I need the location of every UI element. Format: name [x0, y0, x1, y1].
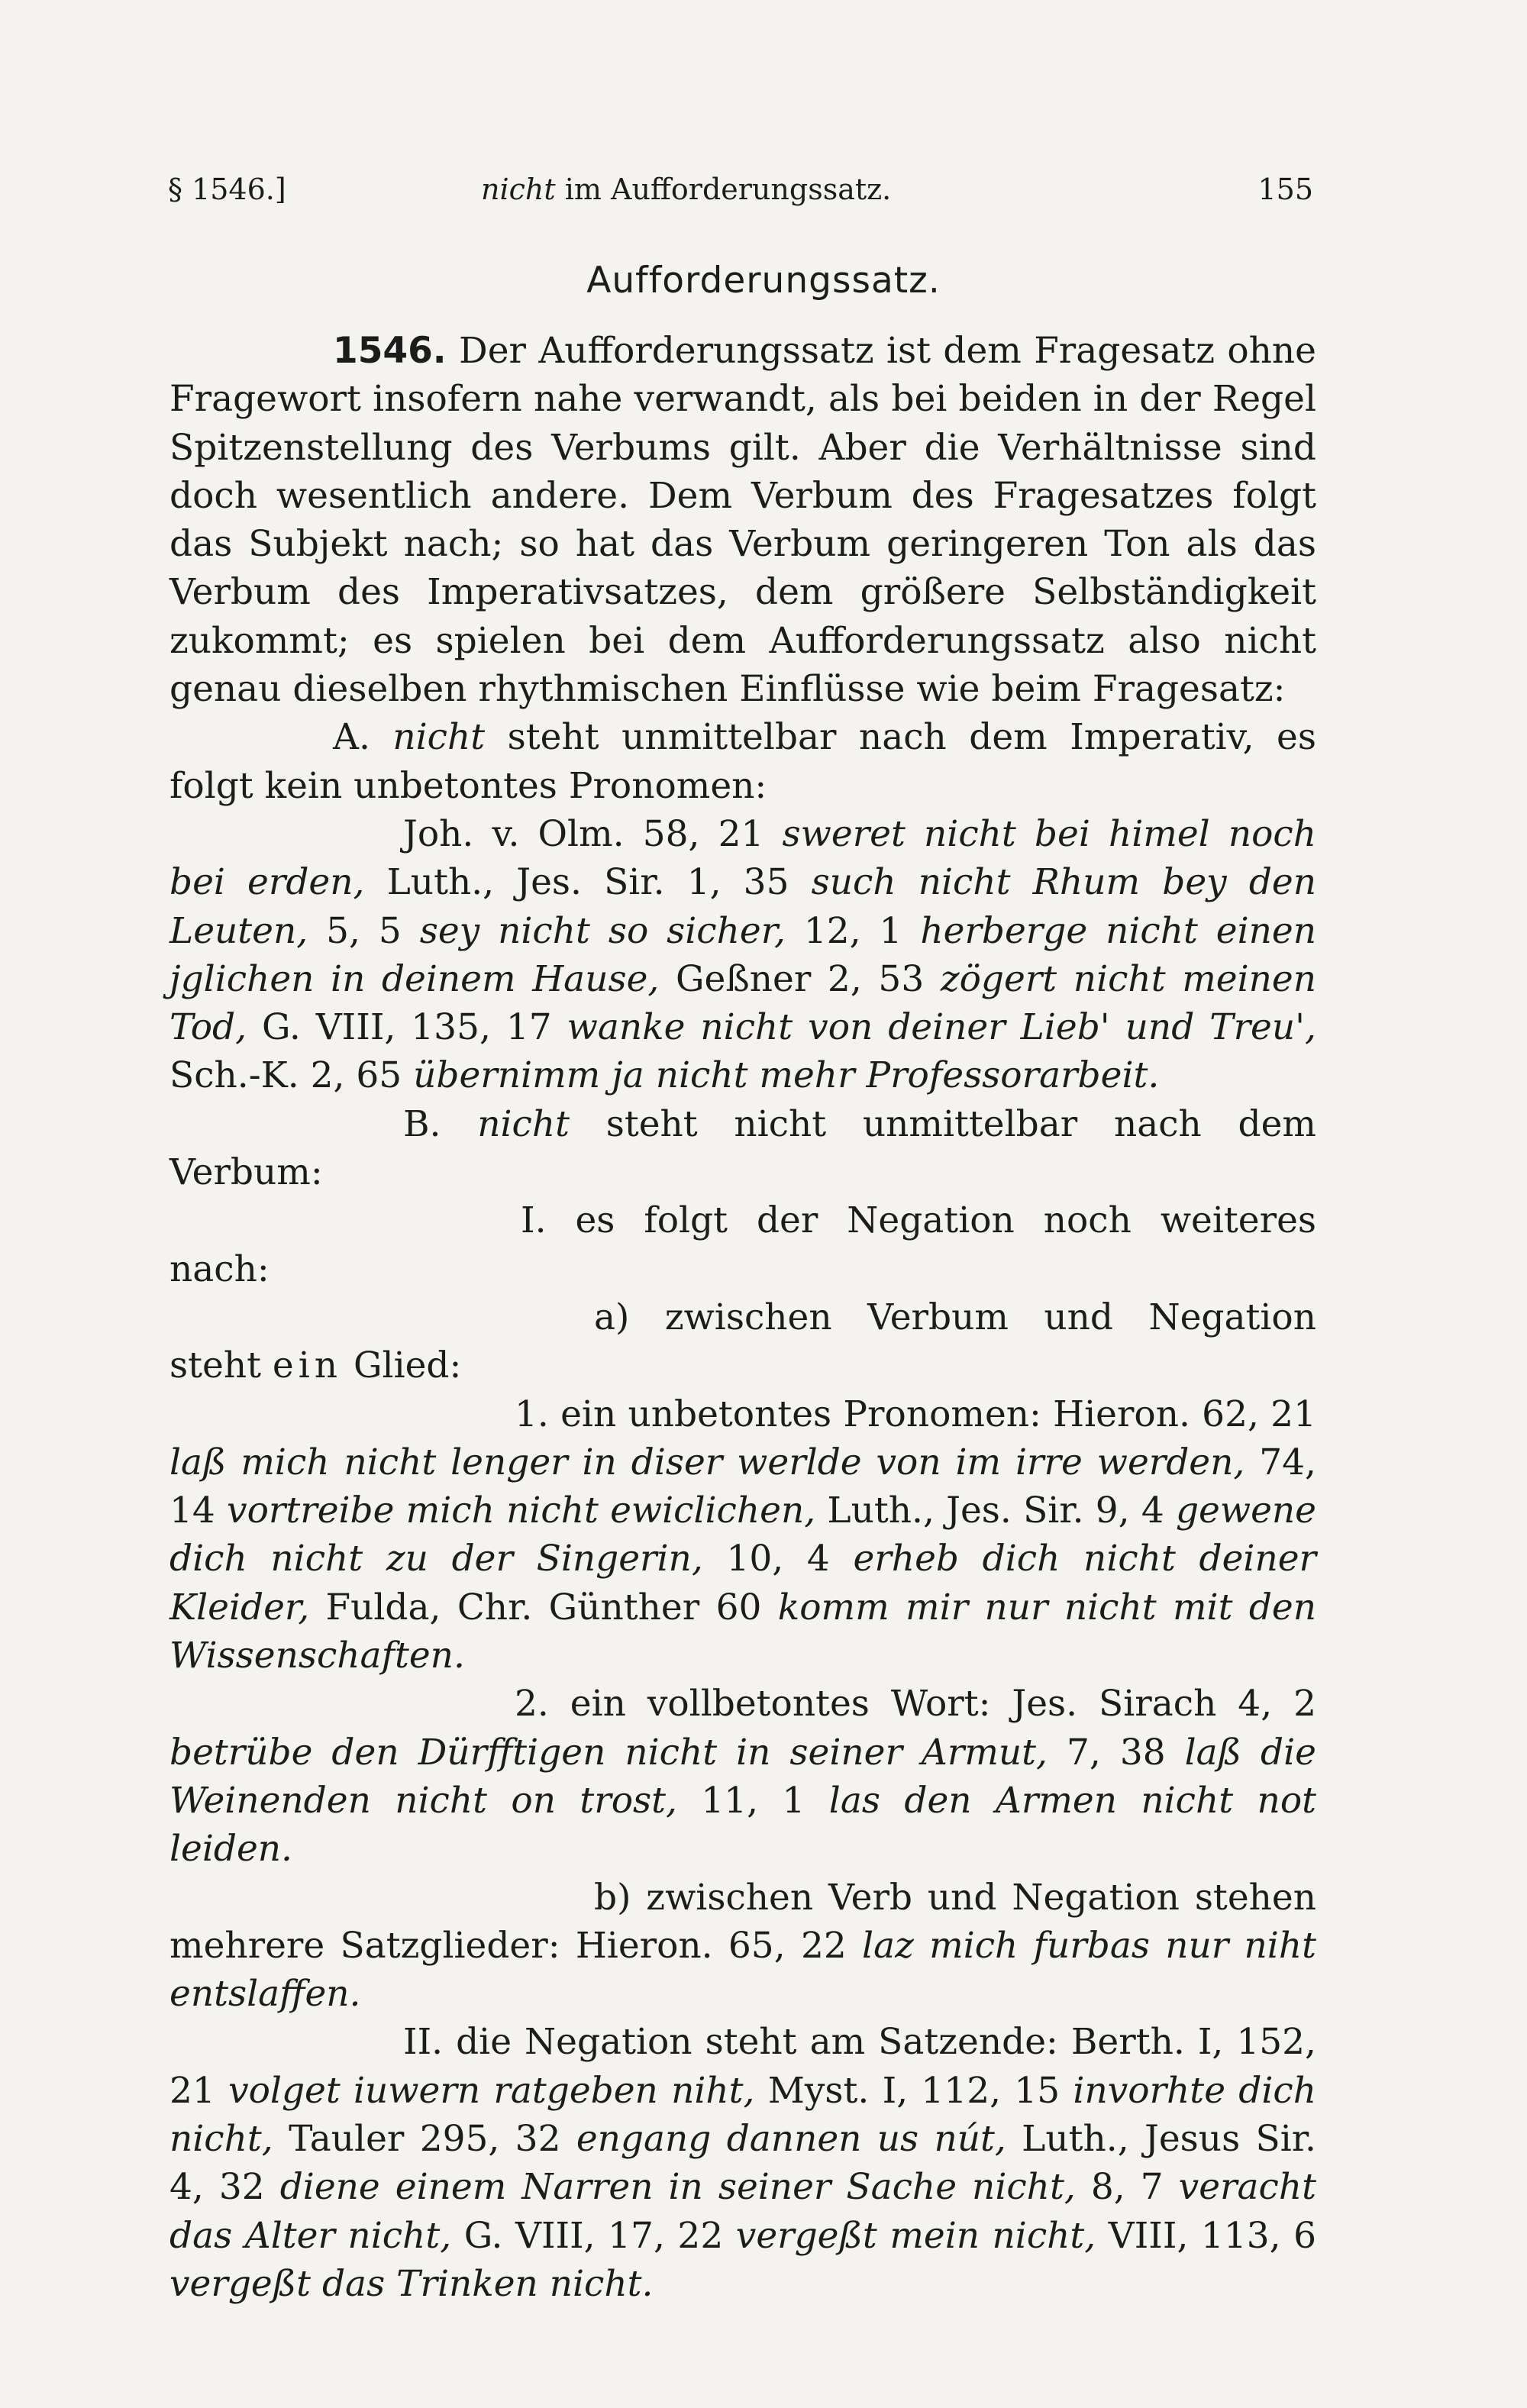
- rule-b-nicht: nicht: [477, 1102, 570, 1145]
- example-quote: veracht das Alter nicht,: [169, 2166, 1316, 2257]
- citation-reference: 8, 7: [1075, 2166, 1179, 2209]
- citation-reference: 74, 14: [169, 1441, 1316, 1532]
- rule-b-text: steht nicht unmittelbar nach dem Verbum:: [169, 1102, 1317, 1194]
- citation-reference: Luth., Jes. Sir. 1, 35: [364, 861, 812, 904]
- example-quote: betrübe den Dürfftigen nicht in seiner Armut,: [169, 1731, 1048, 1774]
- rule-a-text: steht unmittelbar nach dem Imperativ, es folgt kein unbetontes Pronomen:: [169, 716, 1316, 807]
- example-quote: laß die Weinenden nicht on trost,: [169, 1731, 1316, 1822]
- citation-reference: Myst. I, 112, 15: [754, 2069, 1073, 2112]
- header-title-rest: im Aufforderungssatz.: [555, 173, 892, 206]
- citation-reference: Joh. v. Olm. 58, 21: [403, 812, 783, 855]
- rule-b-i-a: [169, 1293, 1316, 1390]
- citation-reference: Fulda, Chr. Günther 60: [309, 1586, 778, 1628]
- citation-reference: 2. ein vollbetontes Wort: Jes. Sirach 4, 2: [515, 1683, 1316, 1725]
- citation-reference: II. die Negation steht am Satzende: Berth. I, 152, 21: [169, 2021, 1316, 2112]
- example-quote: las den Armen nicht not leiden.: [169, 1779, 1316, 1871]
- example-quote: komm mir nur nicht mit den Wissenschaften.: [169, 1586, 1317, 1677]
- intro-paragraph: [169, 327, 1316, 713]
- citation-reference: G. VIII, 135, 17: [247, 1006, 567, 1049]
- example-quote: vergeßt mein nicht,: [735, 2214, 1096, 2257]
- rule-a: [169, 713, 1316, 810]
- header-title-italic: nicht: [481, 173, 556, 206]
- rule-b-i: I. es folgt der Negation noch weiteres nach:: [169, 1199, 1316, 1290]
- rule-b: [169, 1100, 1316, 1197]
- example-quote: such nicht Rhum bey den Leuten,: [169, 861, 1317, 952]
- citation-reference: Geßner 2, 53: [659, 957, 941, 1000]
- paragraph-number: 1546.: [333, 330, 447, 372]
- citation-reference: 11, 1: [676, 1779, 829, 1822]
- citation-reference: Luth., Jesus Sir. 4, 32: [169, 2117, 1316, 2209]
- rule-b-i-a-2: [169, 1680, 1316, 1873]
- citation-reference: 10, 4: [702, 1538, 854, 1580]
- rule-a-label: A.: [333, 716, 393, 759]
- running-header: [168, 173, 1313, 218]
- citation-reference: Tauler 295, 32: [273, 2117, 576, 2160]
- citation-reference: b) zwischen Verb und Negation stehen mehrere Satzglieder: Hieron. 65, 22: [169, 1876, 1316, 1967]
- rule-b-ii: [169, 2018, 1316, 2308]
- citation-reference: 1. ein unbetontes Pronomen: Hieron. 62, 21: [515, 1393, 1316, 1435]
- example-quote: sweret nicht bei himel noch bei erden,: [169, 812, 1316, 904]
- example-quote: wanke nicht von deiner Lieb' und Treu',: [567, 1006, 1316, 1049]
- example-quote: engang dannen us nút,: [576, 2117, 1006, 2160]
- examples-a: [169, 810, 1316, 1100]
- example-quote: erheb dich nicht deiner Kleider,: [169, 1538, 1317, 1628]
- rule-a-nicht: nicht: [392, 716, 486, 759]
- example-quote: gewene dich nicht zu der Singerin,: [169, 1490, 1316, 1580]
- example-quote: herberge nicht einen jglichen in deinem Hause,: [169, 909, 1316, 1000]
- citation-reference: VIII, 113, 6: [1096, 2214, 1316, 2257]
- rule-b-i-a-spaced: ein: [272, 1344, 343, 1387]
- citation-reference: G. VIII, 17, 22: [451, 2214, 736, 2257]
- example-quote: volget iuwern ratgeben niht,: [228, 2069, 755, 2112]
- example-quote: zögert nicht meinen Tod,: [169, 957, 1316, 1049]
- header-section: § 1546.]: [168, 173, 286, 206]
- citation-reference: Sch.-K. 2, 65: [169, 1054, 414, 1097]
- rule-b-i-b: [169, 1874, 1316, 2019]
- rule-b-i-a-1: [169, 1390, 1316, 1680]
- citation-reference: 7, 38: [1048, 1731, 1185, 1774]
- example-quote: laz mich furbas nur niht entslaffen.: [169, 1924, 1316, 2016]
- example-quote: invorhte dich nicht,: [169, 2069, 1316, 2160]
- section-heading: Aufforderungssatz.: [586, 260, 941, 302]
- intro-text: Der Aufforderungssatz ist dem Fragesatz ohne Fragewort insofern nahe verwandt, als bei beiden in der Regel Spitzenstellung des Verbums gilt. Aber die Verhältnisse sind doch wesentlich andere. Dem Verbum des Fragesatzes folgt das Subjekt nach; so hat das Verbum geringeren Ton als das Verbum des Imperativsatzes, dem größere Selbständigkeit zukommt; es spielen bei dem Aufforderungssatz also nicht genau dieselben rhythmischen Einflüsse wie beim Fragesatz:: [169, 330, 1316, 711]
- citation-reference: 12, 1: [785, 909, 921, 952]
- citation-reference: Luth., Jes. Sir. 9, 4: [815, 1490, 1176, 1532]
- rule-b-i-a-text: a) zwischen Verbum und Negation steht: [169, 1296, 1316, 1387]
- example-quote: diene einem Narren in seiner Sache nicht,: [279, 2166, 1076, 2209]
- example-quote: laß mich nicht lenger in diser werlde von im irre werden,: [169, 1441, 1245, 1483]
- page-number: 155: [1257, 173, 1313, 206]
- rule-b-i-a-rest: Glied:: [342, 1344, 462, 1387]
- example-quote: sey nicht so sicher,: [419, 909, 786, 952]
- example-quote: vergeßt das Trinken nicht.: [169, 2262, 654, 2305]
- body-text: [169, 327, 1316, 2308]
- rule-b-label: B.: [403, 1102, 478, 1145]
- example-quote: vortreibe mich nicht ewiclichen,: [227, 1490, 816, 1532]
- citation-reference: 5, 5: [308, 909, 420, 952]
- header-title: [481, 173, 891, 206]
- example-quote: übernimm ja nicht mehr Professorarbeit.: [413, 1054, 1160, 1097]
